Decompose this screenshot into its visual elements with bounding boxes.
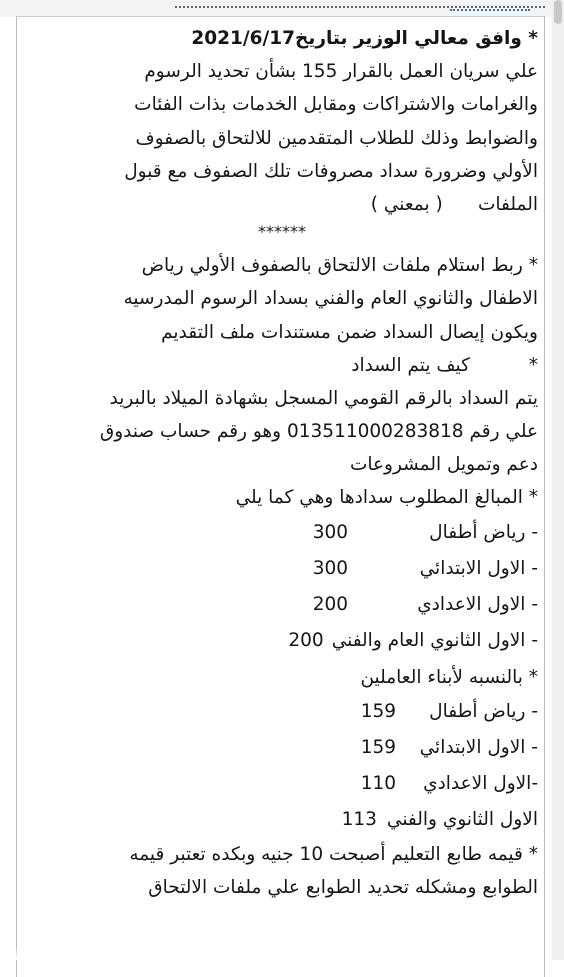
text-line: والغرامات والاشتراكات ومقابل الخدمات بذات الفئات (134, 94, 538, 116)
section-heading-how-to-pay: * كيف يتم السداد (351, 354, 538, 376)
fee-label: - الاول الاعدادي (417, 593, 538, 615)
scrollbar-thumb[interactable] (554, 0, 562, 24)
worker-fee-row (26, 766, 538, 802)
separator-stars: ****** (258, 222, 306, 242)
fee-label: -الاول الاعدادي (423, 772, 538, 794)
fee-row (26, 587, 538, 623)
worker-fee-row (26, 802, 538, 838)
fee-row (26, 515, 538, 551)
text-line: الأولي وضرورة سداد مصروفات تلك الصفوف مع قبول (124, 160, 538, 182)
text-line: ويكون إيصال السداد ضمن مستندات ملف التقديم (161, 321, 538, 343)
section-heading-amounts: * المبالغ المطلوب سدادها وهي كما يلي (235, 487, 538, 509)
fee-value: 200 (288, 629, 324, 651)
text-line: والضوابط وذلك للطلاب المتقدمين للالتحاق بالصفوف (135, 127, 538, 149)
fee-value: 200 (312, 593, 348, 615)
fee-value: 113 (341, 808, 377, 830)
top-strip (0, 0, 564, 17)
top-dotted-rule (175, 6, 545, 8)
fee-value: 300 (312, 521, 348, 543)
text-line: يتم السداد بالرقم القومي المسجل بشهادة الميلاد بالبريد (109, 387, 538, 409)
text-line: دعم وتمويل المشروعات (349, 454, 538, 476)
worker-fee-row (26, 730, 538, 766)
fee-label: الاول الثانوي والفني (386, 808, 538, 830)
fee-row (26, 623, 538, 659)
text-line: الاطفال والثانوي العام والفني بسداد الرسوم المدرسيه (123, 288, 538, 310)
fee-label: - الاول الابتدائي (419, 736, 538, 758)
fee-value: 300 (312, 557, 348, 579)
fee-value: 110 (360, 772, 396, 794)
text-line: علي سريان العمل بالقرار 155 بشأن تحديد الرسوم (144, 61, 538, 83)
fee-label: - رياض أطفال (429, 521, 538, 543)
worker-fee-row (26, 694, 538, 730)
text-line: الطوابع ومشكله تحديد الطوابع علي ملفات الالتحاق (148, 877, 538, 898)
text-line: الملفات ( بمعني ) (370, 193, 538, 215)
scrollbar[interactable] (552, 0, 564, 960)
fee-value: 159 (360, 736, 396, 758)
section-heading-workers-children: * بالنسبه لأبناء العاملين (360, 666, 538, 688)
document-text (26, 22, 538, 904)
bottom-fade (16, 946, 543, 960)
fee-row (26, 551, 538, 587)
text-line: * ربط استلام ملفات الالتحاق بالصفوف الأولي رياض (141, 255, 538, 277)
text-line: * قيمه طابع التعليم أصبحت 10 جنيه وبكده تعتبر قيمه (129, 843, 538, 865)
text-line-decision: * وافق معالي الوزير بتاريخ2021/6/17 (191, 28, 538, 49)
text-line-account-number: علي رقم 013511000283818 وهو رقم حساب صندوق (99, 421, 538, 443)
fee-value: 159 (360, 700, 396, 722)
fee-label: - الاول الابتدائي (419, 557, 538, 579)
fee-label: - رياض أطفال (429, 700, 538, 722)
top-dotted-rule-blue (450, 9, 530, 11)
fee-label: - الاول الثانوي العام والفني (331, 629, 538, 651)
